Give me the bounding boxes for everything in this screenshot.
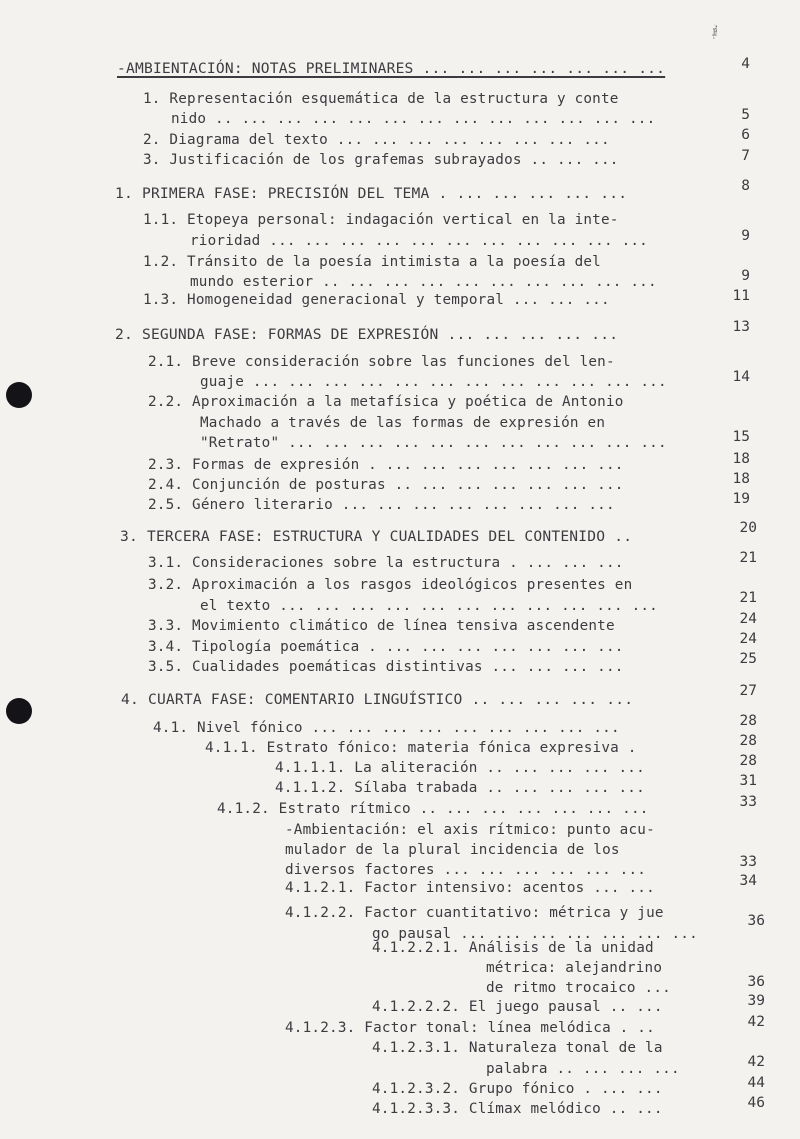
toc-entry: 3.2. Aproximación a los rasgos ideológicos presentes en	[148, 577, 633, 593]
toc-page-number: 15	[732, 429, 750, 445]
toc-page-number: 28	[739, 713, 757, 729]
toc-page-number: 13	[732, 319, 750, 335]
toc-entry: 4.1.2. Estrato rítmico .. ... ... ... ... ... ...	[217, 801, 649, 817]
toc-entry: 4.1.2.3.2. Grupo fónico . ... ...	[372, 1081, 663, 1097]
toc-page-number: 46	[747, 1095, 765, 1111]
toc-entry: 2.5. Género literario ... ... ... ... ... ... ... ...	[148, 497, 615, 513]
punch-hole	[6, 698, 32, 724]
toc-entry: 1.3. Homogeneidad generacional y temporal ... ... ...	[143, 292, 610, 308]
toc-entry: 3.4. Tipología poemática . ... ... ... ... ... ... ...	[148, 639, 624, 655]
toc-entry: Machado a través de las formas de expresión en	[200, 415, 606, 431]
toc-entry: 1. Representación esquemática de la estructura y conte	[143, 91, 619, 107]
toc-page-number: 31	[739, 773, 757, 789]
toc-page-number: 5	[741, 107, 750, 123]
toc-page-number: 20	[739, 520, 757, 536]
toc-entry: 1.2. Tránsito de la poesía intimista a la poesía del	[143, 254, 601, 270]
toc-entry: 4.1.2.2.2. El juego pausal .. ...	[372, 999, 663, 1015]
toc-entry: 1.1. Etopeya personal: indagación vertical en la inte-	[143, 212, 619, 228]
toc-entry: palabra .. ... ... ...	[486, 1061, 680, 1077]
toc-entry: -AMBIENTACIÓN: NOTAS PRELIMINARES ... ... ... ... ... ... ...	[117, 60, 666, 77]
toc-entry: 4.1.2.2.1. Análisis de la unidad	[372, 940, 654, 956]
toc-entry: 2. Diagrama del texto ... ... ... ... ... ... ... ...	[143, 132, 610, 148]
toc-entry: "Retrato" ... ... ... ... ... ... ... ... ... ... ...	[200, 435, 667, 451]
toc-page-number: 33	[739, 854, 757, 870]
toc-entry: 3.1. Consideraciones sobre la estructura . ... ... ...	[148, 555, 624, 571]
toc-page-number: 36	[747, 913, 765, 929]
toc-section-heading: 4. CUARTA FASE: COMENTARIO LINGUÍSTICO .. ... ... ... ...	[121, 691, 634, 708]
toc-entry: métrica: alejandrino	[486, 960, 663, 976]
toc-page-number: 9	[741, 228, 750, 244]
toc-entry: 3. Justificación de los grafemas subrayados .. ... ...	[143, 152, 619, 168]
toc-entry: 2.3. Formas de expresión . ... ... ... ... ... ... ...	[148, 457, 624, 473]
toc-page-number: 21	[739, 590, 757, 606]
toc-page-number: 28	[739, 733, 757, 749]
toc-page-number: 42	[747, 1014, 765, 1030]
toc-page-number: 11	[732, 288, 750, 304]
toc-page-number: 9	[741, 268, 750, 284]
toc-entry: 3.3. Movimiento climático de línea tensiva ascendente	[148, 618, 615, 634]
toc-page-number: 18	[732, 471, 750, 487]
toc-entry: 4.1.2.3.3. Clímax melódico .. ...	[372, 1101, 663, 1117]
toc-page-number: 8	[741, 178, 750, 194]
toc-page-number: 42	[747, 1054, 765, 1070]
toc-page-number: 4	[741, 56, 750, 72]
toc-entry: go pausal ... ... ... ... ... ... ...	[372, 926, 698, 942]
toc-page-number: 24	[739, 631, 757, 647]
toc-entry: diversos factores ... ... ... ... ... ...	[285, 862, 647, 878]
toc-page-number: 21	[739, 550, 757, 566]
toc-page-number: 7	[741, 148, 750, 164]
toc-page-number: 14	[732, 369, 750, 385]
toc-page-number: 36	[747, 974, 765, 990]
toc-entry: de ritmo trocaico ...	[486, 980, 671, 996]
toc-entry: el texto ... ... ... ... ... ... ... ... ... ... ...	[200, 598, 658, 614]
toc-entry: nido .. ... ... ... ... ... ... ... ... ... ... ... ...	[171, 111, 656, 127]
toc-page-number: 6	[741, 127, 750, 143]
toc-entry: mundo esterior .. ... ... ... ... ... ... ... ... ...	[190, 274, 657, 290]
toc-page-number: 25	[739, 651, 757, 667]
toc-page-number: 33	[739, 794, 757, 810]
toc-entry: 4.1.1.1. La aliteración .. ... ... ... ...	[275, 760, 645, 776]
toc-entry: 4.1.2.3. Factor tonal: línea melódica . ..	[285, 1020, 655, 1036]
toc-entry: 4.1. Nivel fónico ... ... ... ... ... ... ... ... ...	[153, 720, 620, 736]
toc-entry: 4.1.2.1. Factor intensivo: acentos ... ...	[285, 880, 655, 896]
toc-entry: 3.5. Cualidades poemáticas distintivas ... ... ... ...	[148, 659, 624, 675]
toc-entry: 2.2. Aproximación a la metafísica y poética de Antonio	[148, 394, 624, 410]
toc-entry: mulador de la plural incidencia de los	[285, 842, 620, 858]
toc-entry: 4.1.2.3.1. Naturaleza tonal de la	[372, 1040, 663, 1056]
toc-entry: 4.1.1. Estrato fónico: materia fónica expresiva .	[205, 740, 637, 756]
page-column-header: Pág.	[711, 24, 717, 40]
toc-entry: 2.1. Breve consideración sobre las funciones del len-	[148, 354, 615, 370]
punch-hole	[6, 382, 32, 408]
toc-section-heading: 2. SEGUNDA FASE: FORMAS DE EXPRESIÓN ... ... ... ... ...	[115, 326, 619, 343]
toc-entry: 4.1.2.2. Factor cuantitativo: métrica y jue	[285, 905, 664, 921]
toc-section-heading: 1. PRIMERA FASE: PRECISIÓN DEL TEMA . ... ... ... ... ...	[115, 185, 628, 202]
toc-entry: rioridad ... ... ... ... ... ... ... ... ... ... ...	[190, 233, 648, 249]
toc-page-number: 39	[747, 993, 765, 1009]
toc-page-number: 18	[732, 451, 750, 467]
toc-page-number: 19	[732, 491, 750, 507]
toc-section-heading: 3. TERCERA FASE: ESTRUCTURA Y CUALIDADES DEL CONTENIDO ..	[120, 528, 633, 545]
toc-entry: 4.1.1.2. Sílaba trabada .. ... ... ... ...	[275, 780, 645, 796]
toc-page-number: 24	[739, 611, 757, 627]
toc-page-number: 44	[747, 1075, 765, 1091]
toc-page-number: 28	[739, 753, 757, 769]
toc-entry: -Ambientación: el axis rítmico: punto acu-	[285, 822, 655, 838]
toc-page-number: 34	[739, 873, 757, 889]
toc-entry: 2.4. Conjunción de posturas .. ... ... ... ... ... ...	[148, 477, 624, 493]
toc-page-number: 27	[739, 683, 757, 699]
toc-entry: guaje ... ... ... ... ... ... ... ... ... ... ... ...	[200, 374, 667, 390]
